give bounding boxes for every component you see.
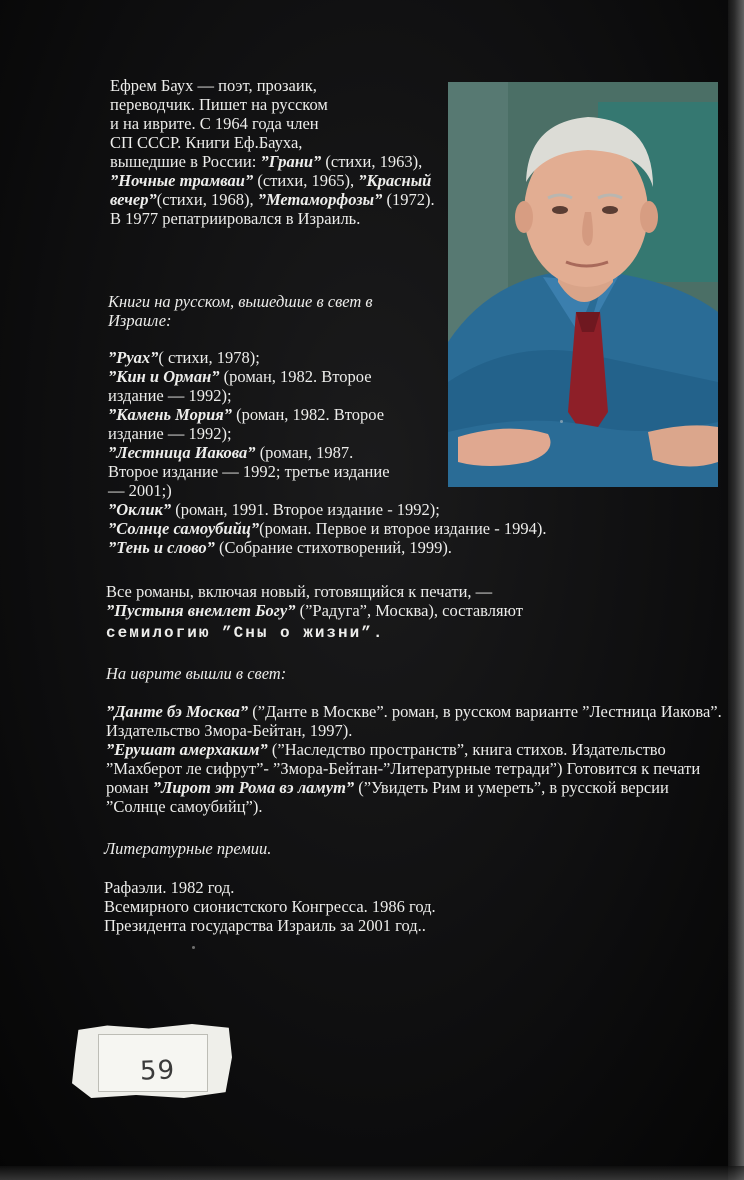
book-title-pustynya: ”Пустыня внемлет Богу” bbox=[106, 601, 296, 620]
book-title: ”Лестница Иакова” bbox=[108, 443, 256, 462]
book-title-metamorfozy: ”Метаморфозы” bbox=[257, 190, 383, 209]
book-info: (стихи, 1968), bbox=[156, 190, 254, 209]
book-title: ”Солнце самоубийц” bbox=[108, 519, 260, 538]
list-item bbox=[108, 405, 398, 443]
list-item bbox=[108, 443, 398, 500]
sticker-number: 59 bbox=[139, 1055, 176, 1087]
novels-line-2 bbox=[106, 601, 726, 620]
novels-line-1: Все романы, включая новый, готовящийся к печати, — bbox=[106, 582, 493, 601]
book-title: ”Руах” bbox=[108, 348, 159, 367]
book-info: (стихи, 1965), bbox=[253, 171, 355, 190]
cover-bottom-edge bbox=[0, 1166, 744, 1180]
book-title-dante: ”Данте бэ Москва” bbox=[106, 702, 249, 721]
awards-heading: Литературные премии. bbox=[104, 839, 272, 858]
books-russian-heading: Книги на русском, вышедшие в свет в Израиле: bbox=[108, 292, 373, 330]
book-info: (роман, 1991. Второе издание - 1992); bbox=[171, 500, 440, 519]
books-russian-list bbox=[108, 348, 728, 557]
list-item bbox=[108, 538, 728, 557]
book-title: ”Тень и слово” bbox=[108, 538, 215, 557]
book-info: (1972). bbox=[382, 190, 435, 209]
novels-line-2-rest: (”Радуга”, Москва), составляют bbox=[295, 601, 523, 620]
bio-line: и на иврите. С 1964 года член bbox=[110, 114, 319, 133]
book-info: (”Данте в Москве”. роман, в русском варианте ”Лестница Иакова”. Издательство Змора-Бейтан, 1997). bbox=[106, 702, 722, 740]
list-item bbox=[108, 500, 728, 519]
book-title-erushat: ”Ерушат амерхаким” bbox=[106, 740, 268, 759]
award-item: Рафаэли. 1982 год. bbox=[104, 878, 235, 897]
bio-line: переводчик. Пишет на русском bbox=[110, 95, 328, 114]
list-item bbox=[108, 519, 728, 538]
award-item: Президента государства Израиль за 2001 год.. bbox=[104, 916, 426, 935]
bio-line: Ефрем Баух — поэт, прозаик, bbox=[110, 76, 317, 95]
hebrew-item-1 bbox=[106, 702, 726, 740]
book-title: ”Оклик” bbox=[108, 500, 172, 519]
book-title-lirot: ”Лирот эт Рома вэ ламут” bbox=[152, 778, 355, 797]
book-info: ( стихи, 1978); bbox=[158, 348, 260, 367]
book-info: (роман. Первое и второе издание - 1994). bbox=[259, 519, 547, 538]
hebrew-item-2 bbox=[106, 740, 726, 816]
bio-russian-books bbox=[110, 152, 440, 209]
book-title: ”Камень Мория” bbox=[108, 405, 233, 424]
book-info: (”Увидеть Рим и умереть”, в русской версии ”Солнце самоубийц”). bbox=[106, 778, 669, 816]
book-info: (”Наследство пространств”, книга стихов. Издательство ”Махберот ле сифрут”- ”Змора-Бейтан-”Литературные тетради”) Готовится к печати роман bbox=[106, 740, 701, 797]
heptalogy-title: семилогию ”Сны о жизни”. bbox=[106, 624, 385, 642]
book-title-krasny-vecher: ”Красный вечер” bbox=[110, 171, 432, 209]
book-info: (роман, 1982. Второе издание — 1992); bbox=[108, 405, 385, 443]
hebrew-books-heading: На иврите вышли в свет: bbox=[106, 664, 287, 683]
book-info: (роман, 1987. Второе издание — 1992; третье издание — 2001;) bbox=[108, 443, 390, 500]
book-title: ”Кин и Орман” bbox=[108, 367, 220, 386]
book-title-nochnye-tramvai: ”Ночные трамваи” bbox=[110, 171, 254, 190]
awards-list bbox=[104, 878, 664, 935]
list-item bbox=[108, 348, 728, 367]
bio-repatriation: В 1977 репатриировался в Израиль. bbox=[110, 209, 361, 228]
bio-line: СП СССР. Книги Еф.Бауха, bbox=[110, 133, 303, 152]
dust-speck bbox=[560, 420, 563, 423]
award-item: Всемирного сионистского Конгресса. 1986 год. bbox=[104, 897, 436, 916]
hebrew-books-paragraph bbox=[106, 702, 726, 816]
book-info: (Собрание стихотворений, 1999). bbox=[214, 538, 452, 557]
book-info: (роман, 1982. Второе издание — 1992); bbox=[108, 367, 372, 405]
cover-right-edge bbox=[728, 0, 744, 1180]
list-item bbox=[108, 367, 378, 405]
book-info: (стихи, 1963), bbox=[325, 152, 423, 171]
book-title-grani: ”Грани” bbox=[260, 152, 322, 171]
dust-speck bbox=[192, 946, 195, 949]
novels-paragraph bbox=[106, 582, 726, 643]
bio-intro: вышедшие в России: bbox=[110, 152, 261, 171]
author-bio bbox=[110, 76, 440, 228]
